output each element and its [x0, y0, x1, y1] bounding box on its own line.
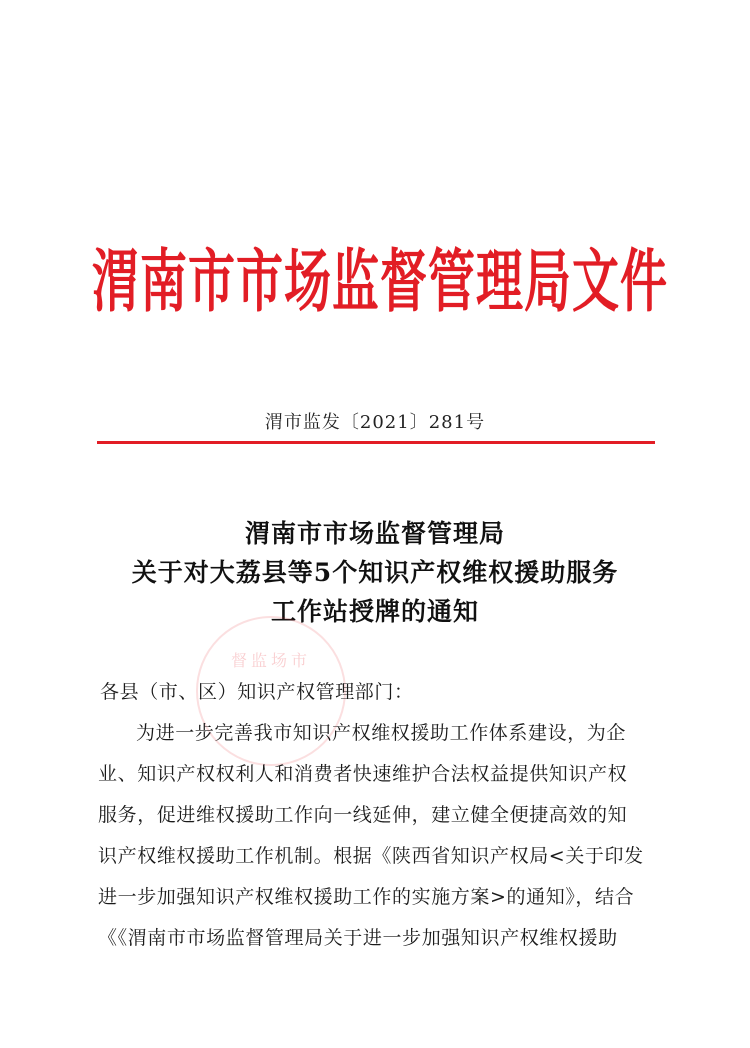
title-line-3: 工作站授牌的通知 — [270, 597, 479, 626]
salutation: 各县（市、区）知识产权管理部门： — [100, 681, 414, 703]
seal-lettering: 督监场市 — [230, 651, 311, 670]
title-line-2: 关于对大荔县等5个知识产权维权援助服务 — [131, 558, 619, 587]
body-line: 服务，促进维权援助工作向一线延伸，建立健全便捷高效的知 — [98, 804, 628, 826]
body-line: 业、知识产权权利人和消费者快速维护合法权益提供知识产权 — [98, 763, 628, 785]
document-title — [0, 514, 750, 631]
issuer-red-header: 渭南市市场监督管理局文件 — [92, 242, 668, 323]
body-line: 进一步加强知识产权维权援助工作的实施方案>的通知》，结合 — [98, 886, 635, 908]
body-line: 识产权维权援助工作机制。根据《陕西省知识产权局<关于印发 — [98, 845, 644, 867]
body-line: 《《渭南市市场监督管理局关于进一步加强知识产权维权援助 — [98, 927, 618, 949]
red-divider-line — [97, 441, 655, 444]
document-body — [98, 672, 663, 959]
document-number: 渭市监发〔2021〕281号 — [264, 412, 486, 433]
body-line: 为进一步完善我市知识产权维权援助工作体系建设，为企 — [136, 722, 627, 744]
title-line-1: 渭南市市场监督管理局 — [244, 519, 505, 548]
